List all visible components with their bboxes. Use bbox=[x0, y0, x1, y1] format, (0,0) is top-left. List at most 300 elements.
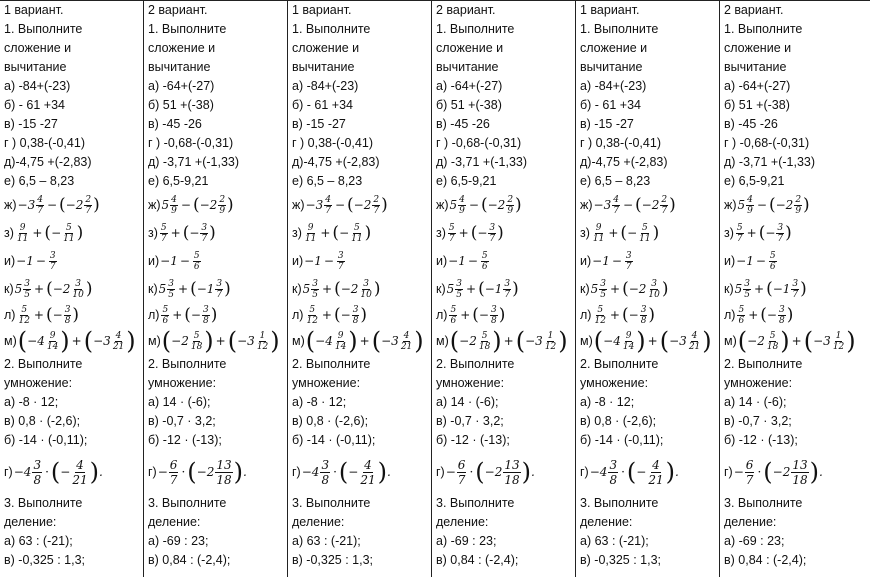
denominator: 21 bbox=[688, 341, 701, 352]
numerator: 5 bbox=[597, 304, 604, 315]
fraction bbox=[62, 223, 75, 244]
task-heading: сложение и bbox=[292, 41, 360, 55]
denominator: 10 bbox=[72, 289, 84, 300]
fraction bbox=[791, 458, 808, 487]
open-paren: ( bbox=[17, 326, 28, 355]
sign: − bbox=[628, 308, 639, 322]
exercise-label: и) bbox=[292, 254, 304, 268]
operator: + bbox=[608, 226, 619, 240]
exercise-label: з) bbox=[4, 226, 14, 240]
whole-part: −1 bbox=[448, 254, 466, 268]
task-heading: 2. Выполните bbox=[148, 357, 227, 371]
close-paren: ) bbox=[786, 304, 794, 325]
whole-part: 5 bbox=[446, 282, 455, 296]
exercise-k bbox=[436, 275, 575, 303]
numerator: 5 bbox=[736, 222, 743, 233]
exercise-label: г) bbox=[580, 465, 589, 479]
operator: − bbox=[46, 198, 58, 212]
exercise-label: л) bbox=[4, 308, 16, 322]
denominator: 6 bbox=[738, 315, 745, 326]
denominator: 8 bbox=[202, 315, 209, 326]
fraction bbox=[71, 458, 88, 487]
variant-title: 2 вариант. bbox=[148, 3, 208, 17]
denominator: 21 bbox=[400, 341, 413, 352]
exercise-item: д)-4,75 +(-2,83) bbox=[292, 155, 380, 169]
exercise-label: л) bbox=[724, 308, 736, 322]
fraction bbox=[776, 223, 784, 244]
denominator: 18 bbox=[478, 341, 491, 352]
variant-column bbox=[576, 1, 720, 577]
whole-part: −1 bbox=[160, 254, 178, 268]
whole-part: −2 bbox=[199, 198, 218, 212]
task-heading: вычитание bbox=[148, 60, 211, 74]
whole-part: − bbox=[348, 465, 359, 479]
denominator: 7 bbox=[85, 205, 92, 216]
exercise-item: е) 6,5-9,21 bbox=[436, 174, 497, 188]
exercise-z bbox=[436, 219, 575, 247]
denominator: 11 bbox=[351, 233, 363, 244]
numerator: 9 bbox=[337, 330, 344, 341]
open-paren: ( bbox=[626, 457, 637, 486]
exercise-m bbox=[724, 327, 864, 355]
close-paren: ) bbox=[233, 457, 243, 486]
exercise-m bbox=[148, 327, 287, 355]
exercise-z bbox=[4, 219, 143, 247]
whole-part: −4 bbox=[13, 465, 32, 479]
period: . bbox=[675, 465, 679, 479]
fraction bbox=[324, 195, 332, 216]
exercise-label: и) bbox=[580, 254, 592, 268]
close-paren: ) bbox=[126, 326, 136, 355]
open-paren: ( bbox=[45, 304, 53, 325]
numerator: 6 bbox=[169, 457, 178, 472]
variant-title: 2 вариант. bbox=[724, 3, 784, 17]
close-paren: ) bbox=[89, 457, 99, 486]
whole-part: − bbox=[445, 465, 456, 479]
open-paren: ( bbox=[763, 457, 773, 486]
sign: − bbox=[766, 308, 777, 322]
numerator: 4 bbox=[747, 194, 753, 205]
operator: − bbox=[35, 254, 46, 268]
exercise-item: в) -45 -26 bbox=[436, 117, 490, 131]
close-paren: ) bbox=[210, 304, 218, 325]
denominator: 8 bbox=[640, 315, 647, 326]
variant-title: 1 вариант. bbox=[4, 3, 64, 17]
exercise-item: б) -14 · (-0,11); bbox=[4, 433, 88, 447]
operator: + bbox=[748, 308, 759, 322]
numerator: 2 bbox=[373, 194, 380, 205]
fraction bbox=[506, 195, 514, 216]
exercise-item: а) 63 : (-21); bbox=[580, 534, 649, 548]
open-paren: ( bbox=[475, 457, 485, 486]
numerator: 3 bbox=[363, 278, 370, 289]
exercise-item: а) -69 : 23; bbox=[148, 534, 209, 548]
close-paren: ) bbox=[648, 304, 656, 325]
fraction bbox=[305, 305, 318, 326]
open-paren: ( bbox=[760, 304, 767, 325]
whole-part: − bbox=[157, 465, 168, 479]
exercise-item: б) -14 · (-0,11); bbox=[580, 433, 664, 447]
exercise-g bbox=[4, 450, 143, 494]
task-heading: 3. Выполните bbox=[436, 496, 515, 510]
open-paren: ( bbox=[334, 278, 341, 299]
whole-part: −2 bbox=[772, 465, 791, 479]
open-paren: ( bbox=[472, 304, 479, 325]
fraction bbox=[71, 279, 84, 300]
variant-title: 2 вариант. bbox=[436, 3, 496, 17]
fraction bbox=[769, 251, 777, 272]
sign: − bbox=[189, 226, 200, 240]
denominator: 14 bbox=[46, 341, 59, 352]
fraction bbox=[359, 458, 376, 487]
exercise-item: а) -8 · 12; bbox=[4, 395, 59, 409]
denominator: 8 bbox=[321, 472, 330, 487]
denominator: 5 bbox=[744, 289, 751, 300]
operator: · bbox=[621, 465, 625, 479]
close-paren: ) bbox=[846, 326, 856, 355]
task-heading: 1. Выполните bbox=[292, 22, 371, 36]
whole-part: −1 bbox=[592, 254, 610, 268]
exercise-item: г ) 0,38-(-0,41) bbox=[4, 136, 85, 150]
close-paren: ) bbox=[270, 326, 280, 355]
close-paren: ) bbox=[60, 326, 70, 355]
fraction bbox=[448, 223, 456, 244]
exercise-item: д) -3,71 +(-1,33) bbox=[724, 155, 816, 169]
whole-part: −1 bbox=[736, 254, 754, 268]
whole-part: −3 bbox=[525, 334, 543, 348]
operator: + bbox=[754, 282, 765, 296]
numerator: 3 bbox=[489, 222, 496, 233]
operator: + bbox=[170, 226, 181, 240]
exercise-label: и) bbox=[724, 254, 736, 268]
task-heading: деление: bbox=[436, 515, 489, 529]
denominator: 7 bbox=[777, 233, 784, 244]
whole-part: −2 bbox=[353, 198, 372, 212]
open-paren: ( bbox=[190, 278, 197, 299]
task-heading: 3. Выполните bbox=[292, 496, 371, 510]
fraction bbox=[660, 195, 668, 216]
exercise-z bbox=[580, 219, 719, 247]
operator: + bbox=[322, 282, 333, 296]
task-heading: 3. Выполните bbox=[580, 496, 659, 510]
variant-column bbox=[0, 1, 144, 577]
close-paren: ) bbox=[381, 194, 388, 215]
fraction bbox=[478, 331, 491, 352]
exercise-label: ж) bbox=[580, 198, 593, 212]
open-paren: ( bbox=[184, 304, 191, 325]
task-heading: 2. Выполните bbox=[580, 357, 659, 371]
operator: + bbox=[178, 282, 189, 296]
operator: − bbox=[334, 198, 346, 212]
open-paren: ( bbox=[478, 278, 485, 299]
numerator: 2 bbox=[795, 194, 802, 205]
fraction bbox=[746, 195, 754, 216]
close-paren: ) bbox=[515, 194, 522, 215]
denominator: 7 bbox=[37, 205, 43, 216]
open-paren: ( bbox=[766, 278, 773, 299]
open-paren: ( bbox=[622, 278, 629, 299]
whole-part: −2 bbox=[484, 465, 503, 479]
numerator: 13 bbox=[792, 457, 808, 472]
exercise-m bbox=[4, 327, 143, 355]
exercise-k bbox=[724, 275, 864, 303]
variant-column bbox=[720, 1, 864, 577]
exercise-label: к) bbox=[148, 282, 158, 296]
task-heading: сложение и bbox=[436, 41, 504, 55]
task-heading: деление: bbox=[724, 515, 777, 529]
exercise-item: б) -12 · (-13); bbox=[436, 433, 510, 447]
exercise-k bbox=[148, 275, 287, 303]
exercise-item: в) -0,325 : 1,3; bbox=[292, 553, 373, 567]
denominator: 11 bbox=[592, 233, 605, 244]
denominator: 5 bbox=[600, 289, 607, 300]
numerator: 3 bbox=[456, 278, 463, 289]
exercise-label: г) bbox=[148, 465, 157, 479]
fraction bbox=[112, 331, 125, 352]
denominator: 7 bbox=[792, 289, 799, 300]
close-paren: ) bbox=[364, 222, 372, 243]
whole-part: −4 bbox=[301, 465, 320, 479]
numerator: 4 bbox=[459, 194, 465, 205]
task-heading: 2. Выполните bbox=[4, 357, 83, 371]
task-heading: 1. Выполните bbox=[4, 22, 83, 36]
close-paren: ) bbox=[360, 304, 368, 325]
close-paren: ) bbox=[227, 194, 234, 215]
open-paren: ( bbox=[758, 222, 766, 243]
exercise-l bbox=[580, 303, 719, 327]
task-heading: деление: bbox=[580, 515, 633, 529]
denominator: 6 bbox=[769, 261, 776, 272]
numerator: 3 bbox=[24, 278, 31, 289]
variant-title: 1 вариант. bbox=[292, 3, 352, 17]
whole-part: −1 bbox=[196, 282, 215, 296]
fraction bbox=[372, 195, 380, 216]
exercise-g bbox=[580, 450, 719, 494]
whole-part: −3 bbox=[669, 334, 687, 348]
fraction bbox=[311, 279, 319, 300]
fraction bbox=[490, 305, 498, 326]
exercise-item: а) -84+(-23) bbox=[580, 79, 647, 93]
exercise-i bbox=[148, 247, 287, 275]
variant-column bbox=[288, 1, 432, 577]
sign: − bbox=[190, 308, 201, 322]
numerator: 13 bbox=[216, 457, 232, 472]
task-heading: 2. Выполните bbox=[724, 357, 803, 371]
exercise-item: а) 63 : (-21); bbox=[4, 534, 73, 548]
numerator: 3 bbox=[168, 278, 175, 289]
whole-part: −4 bbox=[27, 334, 45, 348]
exercise-item: а) -69 : 23; bbox=[436, 534, 497, 548]
variant-column bbox=[432, 1, 576, 577]
fraction bbox=[503, 458, 520, 487]
numerator: 9 bbox=[307, 222, 314, 233]
close-paren: ) bbox=[373, 278, 381, 299]
fraction bbox=[737, 305, 745, 326]
close-paren: ) bbox=[809, 457, 819, 486]
close-paren: ) bbox=[800, 278, 807, 299]
operator: + bbox=[466, 282, 477, 296]
whole-part: −3 bbox=[93, 334, 111, 348]
fraction bbox=[170, 195, 178, 216]
fraction bbox=[218, 195, 226, 216]
exercise-item: б) -12 · (-13); bbox=[724, 433, 798, 447]
exercise-item: е) 6,5 – 8,23 bbox=[4, 174, 75, 188]
operator: · bbox=[181, 465, 186, 479]
exercise-item: а) 14 · (-6); bbox=[436, 395, 499, 409]
task-heading: сложение и bbox=[580, 41, 648, 55]
exercise-item: б) -14 · (-0,11); bbox=[292, 433, 376, 447]
sign: − bbox=[477, 226, 488, 240]
numerator: 5 bbox=[738, 304, 745, 315]
fraction bbox=[593, 305, 606, 326]
exercise-k bbox=[580, 275, 719, 303]
fraction bbox=[167, 279, 175, 300]
denominator: 5 bbox=[312, 289, 319, 300]
operator: − bbox=[180, 198, 191, 212]
task-heading: сложение и bbox=[148, 41, 216, 55]
task-heading: 2. Выполните bbox=[292, 357, 371, 371]
denominator: 8 bbox=[778, 315, 785, 326]
close-paren: ) bbox=[785, 222, 792, 243]
exercise-l bbox=[724, 303, 864, 327]
numerator: 3 bbox=[33, 457, 42, 472]
sign: − bbox=[51, 226, 62, 240]
denominator: 8 bbox=[609, 472, 618, 487]
fraction bbox=[688, 331, 701, 352]
numerator: 9 bbox=[49, 330, 56, 341]
exercise-item: д)-4,75 +(-2,83) bbox=[580, 155, 668, 169]
denominator: 9 bbox=[795, 205, 802, 216]
exercise-item: д) -3,71 +(-1,33) bbox=[148, 155, 240, 169]
open-paren: ( bbox=[347, 194, 354, 215]
whole-part: −1 bbox=[772, 282, 791, 296]
exercise-item: в) 0,8 · (-2,6); bbox=[580, 414, 657, 428]
fraction bbox=[488, 223, 496, 244]
whole-part: −2 bbox=[747, 334, 765, 348]
denominator: 7 bbox=[325, 205, 331, 216]
exercise-label: к) bbox=[292, 282, 302, 296]
exercise-item: в) -0,325 : 1,3; bbox=[580, 553, 661, 567]
close-paren: ) bbox=[209, 222, 216, 243]
open-paren: ( bbox=[768, 194, 776, 215]
exercise-item: в) 0,8 · (-2,6); bbox=[292, 414, 369, 428]
exercise-item: а) -64+(-27) bbox=[436, 79, 503, 93]
exercise-l bbox=[436, 303, 575, 327]
denominator: 9 bbox=[171, 205, 177, 216]
operator: − bbox=[467, 254, 478, 268]
exercise-item: б) -12 · (-13); bbox=[148, 433, 222, 447]
numerator: 9 bbox=[19, 222, 26, 233]
open-paren: ( bbox=[333, 304, 341, 325]
fraction bbox=[647, 458, 664, 487]
exercise-item: г ) -0,68-(-0,31) bbox=[436, 136, 522, 150]
denominator: 18 bbox=[504, 472, 520, 487]
denominator: 7 bbox=[169, 472, 178, 487]
numerator: 4 bbox=[115, 330, 122, 341]
exercise-label: к) bbox=[4, 282, 14, 296]
open-paren: ( bbox=[621, 304, 629, 325]
numerator: 3 bbox=[778, 304, 785, 315]
exercise-item: в) -15 -27 bbox=[292, 117, 346, 131]
sign: − bbox=[478, 308, 489, 322]
operator: + bbox=[609, 308, 620, 322]
numerator: 3 bbox=[202, 304, 209, 315]
exercise-item: г ) -0,68-(-0,31) bbox=[724, 136, 810, 150]
exercise-label: з) bbox=[724, 226, 734, 240]
operator: + bbox=[647, 334, 658, 348]
task-heading: сложение и bbox=[724, 41, 792, 55]
exercise-label: и) bbox=[436, 254, 448, 268]
exercise-item: а) 63 : (-21); bbox=[292, 534, 361, 548]
numerator: 5 bbox=[309, 304, 316, 315]
exercise-item: в) -0,325 : 1,3; bbox=[4, 553, 85, 567]
sign: − bbox=[340, 308, 351, 322]
open-paren: ( bbox=[83, 326, 94, 355]
open-paren: ( bbox=[192, 194, 200, 215]
fraction bbox=[32, 458, 42, 487]
period: . bbox=[819, 465, 823, 479]
exercise-l bbox=[4, 303, 143, 327]
denominator: 5 bbox=[24, 289, 31, 300]
exercise-zh bbox=[580, 191, 719, 219]
denominator: 7 bbox=[373, 205, 380, 216]
numerator: 3 bbox=[49, 250, 56, 261]
denominator: 7 bbox=[457, 472, 466, 487]
whole-part: −2 bbox=[65, 198, 84, 212]
exercise-item: а) 14 · (-6); bbox=[148, 395, 211, 409]
exercise-item: б) 51 +(-38) bbox=[724, 98, 790, 112]
fraction bbox=[215, 458, 232, 487]
fraction bbox=[46, 331, 59, 352]
whole-part: −2 bbox=[340, 282, 359, 296]
whole-part: 5 bbox=[590, 282, 599, 296]
operator: − bbox=[611, 254, 622, 268]
fraction bbox=[544, 331, 557, 352]
whole-part: −2 bbox=[196, 465, 215, 479]
operator: + bbox=[172, 308, 183, 322]
exercise-m bbox=[436, 327, 575, 355]
task-heading: 3. Выполните bbox=[724, 496, 803, 510]
operator: + bbox=[321, 308, 332, 322]
whole-part: −4 bbox=[589, 465, 608, 479]
denominator: 12 bbox=[832, 341, 845, 352]
denominator: 5 bbox=[456, 289, 463, 300]
numerator: 4 bbox=[325, 194, 331, 205]
whole-part: −2 bbox=[487, 198, 506, 212]
denominator: 9 bbox=[219, 205, 226, 216]
fraction bbox=[256, 331, 269, 352]
numerator: 6 bbox=[745, 457, 754, 472]
denominator: 18 bbox=[216, 472, 232, 487]
denominator: 7 bbox=[661, 205, 668, 216]
numerator: 3 bbox=[216, 278, 223, 289]
exercise-item: а) -84+(-23) bbox=[4, 79, 71, 93]
numerator: 5 bbox=[769, 330, 776, 341]
denominator: 6 bbox=[162, 315, 169, 326]
period: . bbox=[387, 465, 391, 479]
exercise-item: в) -0,7 · 3,2; bbox=[148, 414, 216, 428]
exercise-item: а) -84+(-23) bbox=[292, 79, 359, 93]
fraction bbox=[503, 279, 511, 300]
open-paren: ( bbox=[44, 222, 52, 243]
exercise-zh bbox=[4, 191, 143, 219]
denominator: 7 bbox=[160, 233, 167, 244]
fraction bbox=[647, 279, 660, 300]
operator: − bbox=[756, 198, 767, 212]
numerator: 5 bbox=[481, 250, 488, 261]
exercise-label: м) bbox=[148, 334, 161, 348]
fraction bbox=[337, 251, 345, 272]
